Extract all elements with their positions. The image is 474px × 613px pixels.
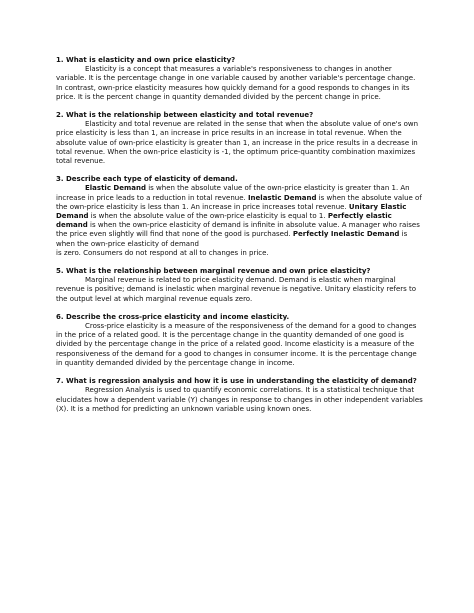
answer-3-text-5: is when the own-price elasticity of demand bbox=[56, 230, 408, 248]
answer-1: Elasticity is a concept that measures a variable's responsiveness to changes in another variable. It is the percentage change in one variable caused by another variable's percentage change. In contrast, own-price elasticity measures how quickly demand for a good responds to changes in its price. It is the percent change in quantity demanded divided by the percent change in price. bbox=[56, 65, 416, 101]
answer-7: Regression Analysis is used to quantify economic correlations. It is a statistical technique that elucidates how a dependent variable (Y) changes in response to changes in other independent variables (X). It is a method for predicting an unknown variable using known ones. bbox=[56, 386, 423, 413]
question-3: 3. Describe each type of elasticity of demand. bbox=[56, 175, 238, 184]
term-perfectly-elastic-demand: Perfectly elastic demand bbox=[56, 212, 392, 230]
answer-3-text-3: is when the absolute value of the own-price elasticity is equal to 1. bbox=[88, 212, 328, 221]
term-perfectly-inelastic-demand: Perfectly Inelastic Demand bbox=[292, 230, 400, 239]
question-1: 1. What is elasticity and own price elasticity? bbox=[56, 56, 236, 64]
answer-3 bbox=[56, 184, 423, 248]
document-page bbox=[56, 56, 423, 414]
question-2: 2. What is the relationship between elasticity and total revenue? bbox=[56, 111, 314, 120]
answer-3-text-1: is when the absolute value of the own-price elasticity is greater than 1. An increase in price leads to a reduction in total revenue. bbox=[56, 184, 410, 202]
answer-3-continuation: is zero. Consumers do not respond at all to changes in price. bbox=[56, 248, 269, 257]
question-7: 7. What is regression analysis and how it is use in understanding the elasticity of demand? bbox=[56, 377, 417, 386]
answer-2: Elasticity and total revenue are related in the sense that when the absolute value of one's own price elasticity is less than 1, an increase in price results in an increase in total revenue. When the absolute value of own-price elasticity is greater than 1, an increase in the price results in a decrease in total revenue. When the own-price elasticity is -1, the optimum price-quantity combination maximizes total revenue. bbox=[56, 120, 419, 166]
term-unitary-elastic-demand: Unitary Elastic Demand bbox=[56, 202, 407, 221]
term-inelastic-demand: Inelastic Demand bbox=[247, 193, 317, 202]
answer-3-text-4: is when the own-price elasticity of demand is infinite in absolute value. A manager who raises the price even slightly will find that none of the good is purchased. bbox=[56, 221, 420, 239]
term-elastic-demand: Elastic Demand bbox=[85, 184, 146, 193]
question-6: 6. Describe the cross-price elasticity and income elasticity. bbox=[56, 312, 290, 321]
answer-5: Marginal revenue is related to price elasticity demand. Demand is elastic when marginal revenue is positive; demand is inelastic when marginal revenue is negative. Unitary elasticity refers to the output level at which marginal revenue equals zero. bbox=[56, 276, 417, 303]
question-5: 5. What is the relationship between marginal revenue and own price elasticity? bbox=[56, 267, 371, 276]
answer-6: Cross-price elasticity is a measure of the responsiveness of the demand for a good to changes in the price of a related good. It is the percentage change in the quantity demanded of one good is divided by the percentage change in the price of a related good. Income elasticity is a measure of the responsiveness of the demand for a good to changes in consumer income. It is the percentage change in quantity demanded divided by the percentage change in income. bbox=[56, 322, 417, 367]
answer-3-text-2: is when the absolute value of the own-price elasticity is less than 1. An increase in price increases total revenue. bbox=[56, 193, 422, 211]
